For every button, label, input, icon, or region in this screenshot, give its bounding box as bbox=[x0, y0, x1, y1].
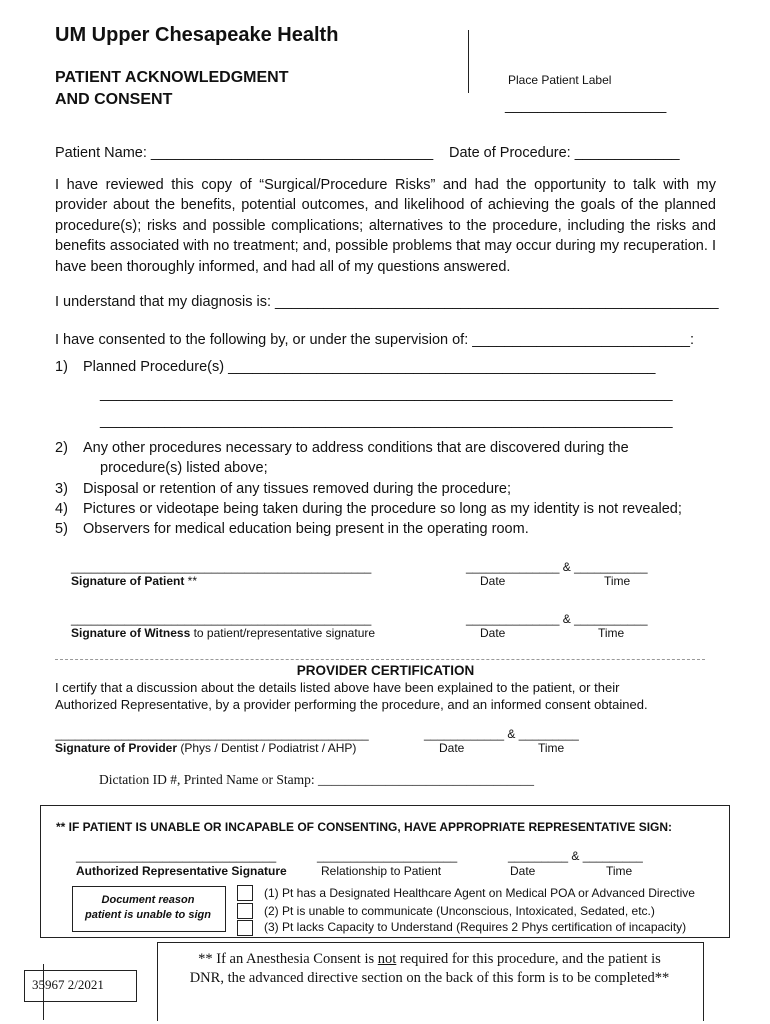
relationship-label: Relationship to Patient bbox=[321, 864, 442, 878]
representative-signature-label: Authorized Representative Signature bbox=[76, 864, 287, 878]
planned-procedure-field[interactable]: Planned Procedure(s) _____________________________________________________ bbox=[83, 359, 656, 375]
supervision-field[interactable]: I have consented to the following by, or under the supervision of: ___________________________: bbox=[55, 332, 695, 348]
item-number: 1) bbox=[55, 359, 68, 375]
acknowledgment-paragraph: I have reviewed this copy of “Surgical/Procedure Risks” and had the opportunity to talk with my provider about the benefits, potential outcomes, and likelihood of achieving the goals of the planned procedure(s); risks and possible complications; alternatives to the procedure, including the risks and benefits associated with no treatment; and, possible problems that may occur during my recuperation. I have been thoroughly informed, and had all of my questions answered. bbox=[55, 177, 716, 275]
item-number: 3) bbox=[55, 481, 68, 497]
witness-signature-label: Signature of Witness to patient/representative signature bbox=[71, 626, 376, 640]
date-label: Date bbox=[480, 574, 506, 588]
planned-procedure-line-3[interactable]: _______________________________________________________________________ bbox=[100, 413, 673, 429]
time-label: Time bbox=[606, 864, 633, 878]
form-id: 35967 2/2021 bbox=[32, 977, 104, 992]
witness-date-time-line[interactable]: ______________ & ___________ bbox=[466, 612, 648, 626]
consent-item-5: Observers for medical education being present in the operating room. bbox=[83, 521, 529, 537]
time-label: Time bbox=[604, 574, 631, 588]
date-label: Date bbox=[439, 741, 465, 755]
reason-option-3: (3) Pt lacks Capacity to Understand (Requires 2 Phys certification of incapacity) bbox=[264, 920, 687, 934]
provider-certification-text-1: I certify that a discussion about the details listed above have been explained to the patient, or their bbox=[55, 680, 620, 695]
provider-signature-line[interactable]: _______________________________________________ bbox=[55, 727, 369, 741]
provider-certification-text-2: Authorized Representative, by a provider performing the procedure, and an informed consent obtained. bbox=[55, 697, 648, 712]
consent-item-3: Disposal or retention of any tissues removed during the procedure; bbox=[83, 481, 511, 497]
reason-checkbox-2[interactable] bbox=[237, 903, 253, 919]
time-label: Time bbox=[538, 741, 565, 755]
relationship-line[interactable]: _____________________ bbox=[317, 849, 458, 863]
patient-label-placeholder: Place Patient Label bbox=[508, 73, 612, 87]
date-label: Date bbox=[480, 626, 506, 640]
patient-name-field[interactable]: Patient Name: ___________________________________ bbox=[55, 145, 434, 161]
representative-heading: ** IF PATIENT IS UNABLE OR INCAPABLE OF CONSENTING, HAVE APPROPRIATE REPRESENTATIVE SIGN: bbox=[56, 820, 673, 834]
organization-name: UM Upper Chesapeake Health bbox=[55, 24, 339, 46]
provider-date-time-line[interactable]: ____________ & _________ bbox=[424, 727, 579, 741]
diagnosis-field[interactable]: I understand that my diagnosis is: _______________________________________________________ bbox=[55, 294, 719, 310]
reason-option-2: (2) Pt is unable to communicate (Unconscious, Intoxicated, Sedated, etc.) bbox=[264, 904, 655, 918]
consent-item-2-cont: procedure(s) listed above; bbox=[100, 460, 268, 476]
patient-signature-line[interactable]: _____________________________________________ bbox=[71, 560, 372, 574]
reason-checkbox-3[interactable] bbox=[237, 920, 253, 936]
anesthesia-note-line1: ** If an Anesthesia Consent is not required for this procedure, and the patient is bbox=[198, 951, 661, 967]
dictation-id-field[interactable]: Dictation ID #, Printed Name or Stamp: ________________________________ bbox=[99, 772, 534, 787]
provider-certification-heading: PROVIDER CERTIFICATION bbox=[296, 663, 475, 678]
reason-label-line1: Document reason bbox=[101, 894, 195, 906]
item-number: 5) bbox=[55, 521, 68, 537]
witness-signature-line[interactable]: _____________________________________________ bbox=[71, 612, 372, 626]
procedure-date-field[interactable]: Date of Procedure: _____________ bbox=[449, 145, 680, 161]
reason-checkbox-1[interactable] bbox=[237, 885, 253, 901]
item-number: 2) bbox=[55, 440, 68, 456]
reason-label-line2: patient is unable to sign bbox=[85, 909, 211, 921]
planned-procedure-line-2[interactable]: _______________________________________________________________________ bbox=[100, 386, 673, 402]
item-number: 4) bbox=[55, 501, 68, 517]
form-title-line1: PATIENT ACKNOWLEDGMENT bbox=[55, 69, 289, 86]
anesthesia-note-line2: DNR, the advanced directive section on the back of this form is to be completed** bbox=[189, 970, 670, 986]
date-label: Date bbox=[510, 864, 536, 878]
patient-date-time-line[interactable]: ______________ & ___________ bbox=[466, 560, 648, 574]
consent-item-4: Pictures or videotape being taken during the procedure so long as my identity is not revealed; bbox=[83, 501, 682, 517]
provider-signature-label: Signature of Provider (Phys / Dentist / Podiatrist / AHP) bbox=[55, 741, 357, 755]
form-title-line2: AND CONSENT bbox=[55, 91, 173, 108]
consent-item-2: Any other procedures necessary to address conditions that are discovered during the bbox=[83, 440, 629, 456]
patient-signature-label: Signature of Patient ** bbox=[71, 574, 198, 588]
time-label: Time bbox=[598, 626, 625, 640]
patient-label-line: ____________________ bbox=[505, 98, 667, 114]
representative-signature-line[interactable]: ______________________________ bbox=[76, 849, 277, 863]
section-divider bbox=[55, 659, 705, 661]
reason-option-1: (1) Pt has a Designated Healthcare Agent on Medical POA or Advanced Directive bbox=[264, 886, 695, 900]
label-area-divider bbox=[468, 30, 469, 93]
representative-date-time-line[interactable]: _________ & _________ bbox=[508, 849, 643, 863]
